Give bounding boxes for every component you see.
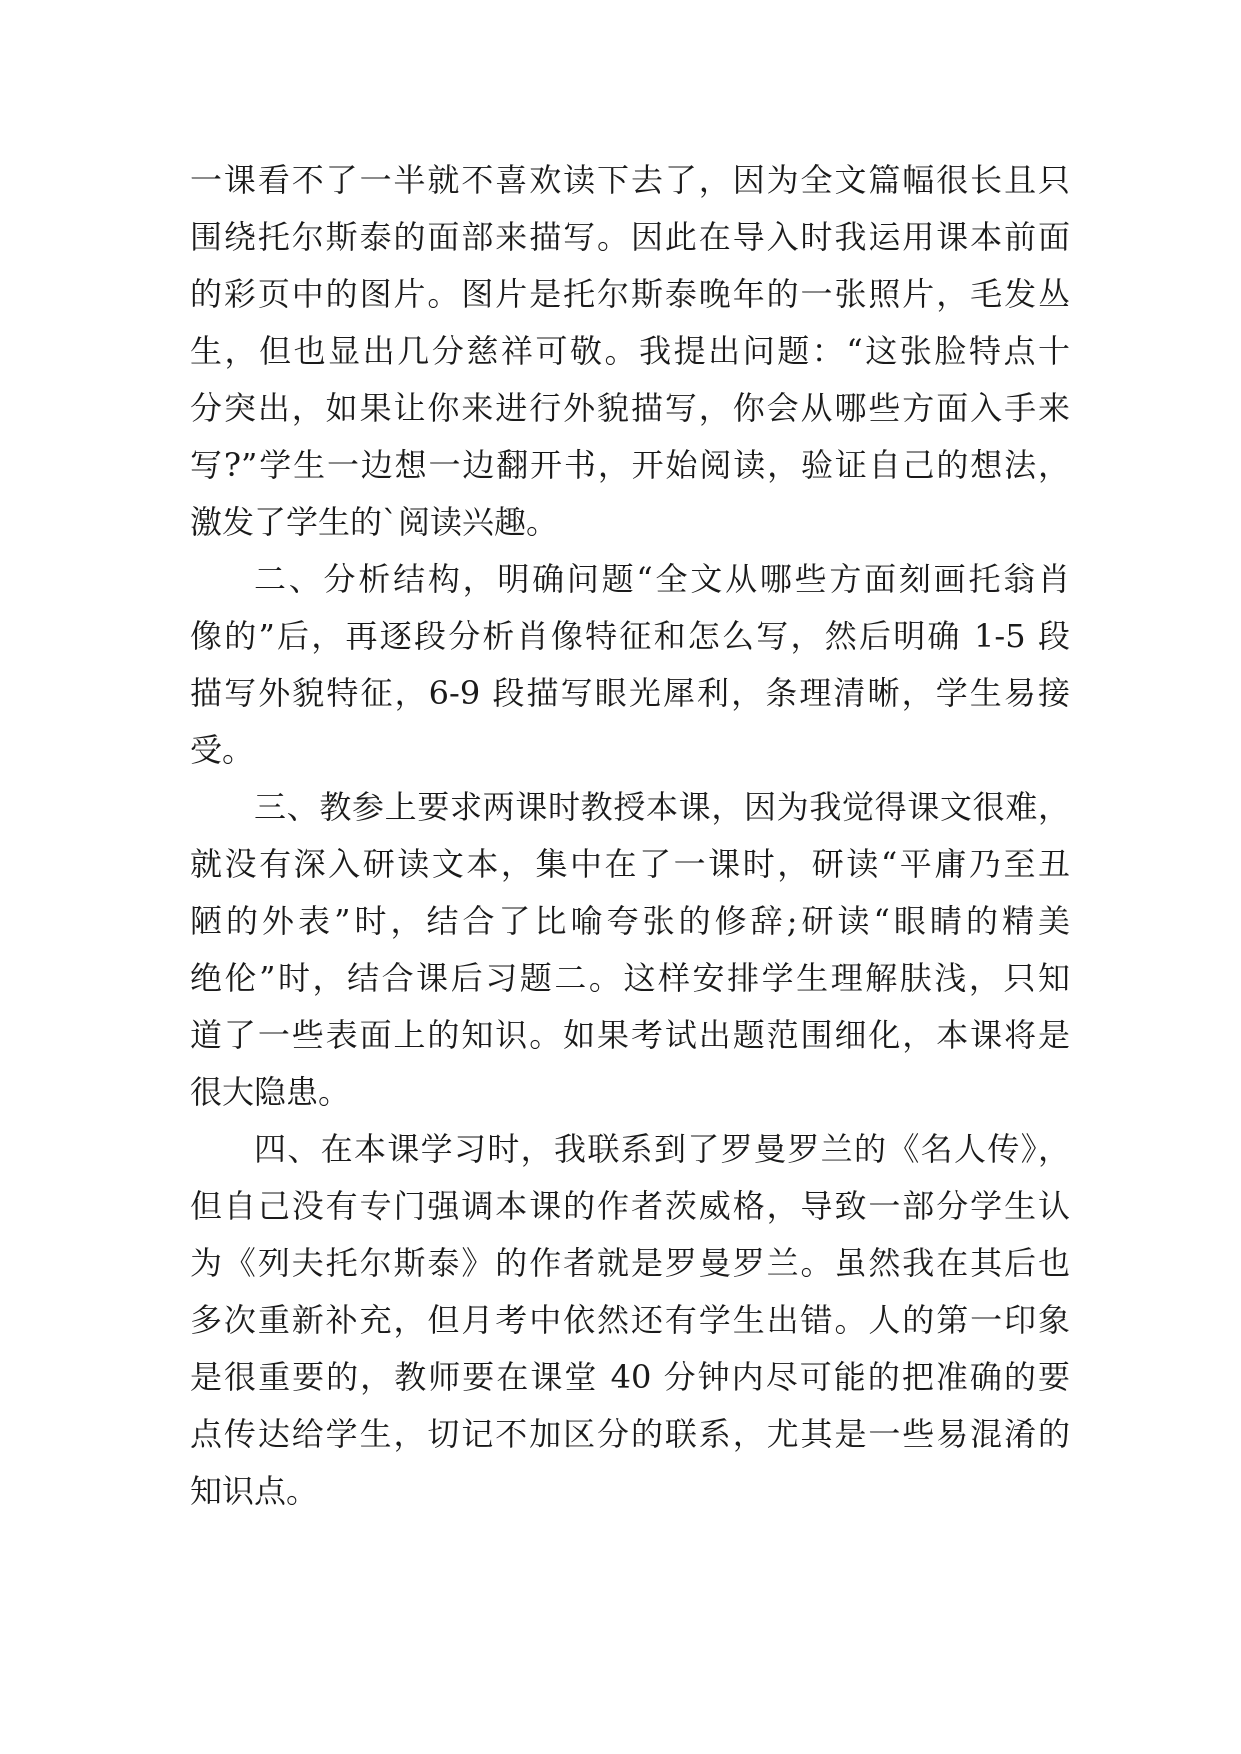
- text-line: 受。: [190, 731, 255, 769]
- text-line: 很大隐患。: [190, 1073, 351, 1111]
- text-line: 知识点。: [190, 1472, 319, 1510]
- text-line: 像的”后，再逐段分析肖像特征和怎么写，然后明确 1-5 段: [190, 617, 1070, 655]
- text-line: 描写外貌特征，6-9 段描写眼光犀利，条理清晰，学生易接: [190, 674, 1070, 712]
- text-line: 但自己没有专门强调本课的作者茨威格，导致一部分学生认: [190, 1187, 1070, 1225]
- text-line: 生，但也显出几分慈祥可敬。我提出问题：“这张脸特点十: [190, 332, 1070, 370]
- text-line: 激发了学生的`阅读兴趣。: [190, 503, 559, 541]
- paragraph-3-first-line: 三、教参上要求两课时教授本课，因为我觉得课文很难，: [254, 788, 1070, 826]
- text-line: 的彩页中的图片。图片是托尔斯泰晚年的一张照片，毛发丛: [190, 275, 1070, 313]
- paragraph-2-first-line: 二、分析结构，明确问题“全文从哪些方面刻画托翁肖: [254, 560, 1070, 598]
- text-line: 写?”学生一边想一边翻开书，开始阅读，验证自己的想法，: [190, 446, 1070, 484]
- text-line: 点传达给学生，切记不加区分的联系，尤其是一些易混淆的: [190, 1415, 1070, 1453]
- text-line: 为《列夫托尔斯泰》的作者就是罗曼罗兰。虽然我在其后也: [190, 1244, 1070, 1282]
- text-line: 是很重要的，教师要在课堂 40 分钟内尽可能的把准确的要: [190, 1358, 1070, 1396]
- text-line: 陋的外表”时，结合了比喻夸张的修辞;研读“眼睛的精美: [190, 902, 1070, 940]
- text-line: 绝伦”时，结合课后习题二。这样安排学生理解肤浅，只知: [190, 959, 1070, 997]
- text-line: 就没有深入研读文本，集中在了一课时，研读“平庸乃至丑: [190, 845, 1070, 883]
- paragraph-4-first-line: 四、在本课学习时，我联系到了罗曼罗兰的《名人传》，: [254, 1130, 1070, 1168]
- text-line: 围绕托尔斯泰的面部来描写。因此在导入时我运用课本前面: [190, 218, 1070, 256]
- text-line: 一课看不了一半就不喜欢读下去了，因为全文篇幅很长且只: [190, 161, 1070, 199]
- text-line: 道了一些表面上的知识。如果考试出题范围细化，本课将是: [190, 1016, 1070, 1054]
- text-line: 分突出，如果让你来进行外貌描写，你会从哪些方面入手来: [190, 389, 1070, 427]
- text-line: 多次重新补充，但月考中依然还有学生出错。人的第一印象: [190, 1301, 1070, 1339]
